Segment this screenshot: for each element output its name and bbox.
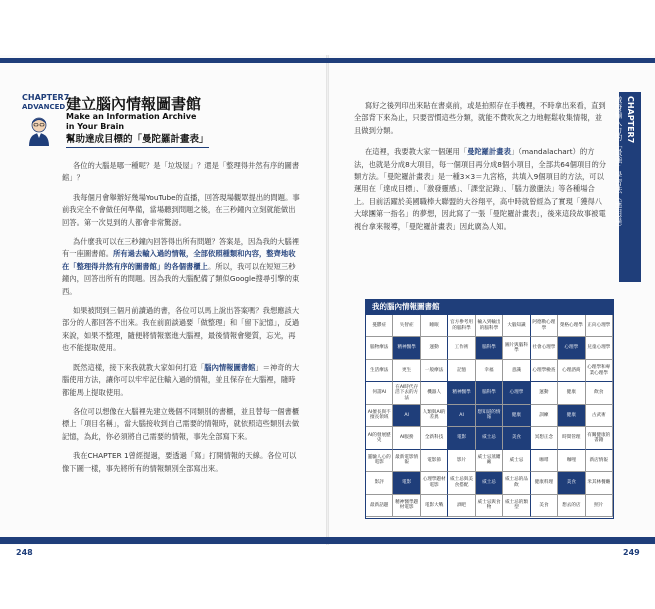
mandala-cell: 心理學 (503, 382, 530, 404)
mandala-cell: 有關健康的書籍 (586, 427, 613, 449)
mandala-cell: AI擅長與不擅長領域 (366, 405, 393, 427)
paragraph: 為什麼我可以在三秒鐘內回答得出所有問題？答案是，因為我的大腦裡有一座圖書館。所有過去輸入過的情報，全部依照種類和內容，整齊地收在「整理得井然有序的圖書館」的各個書櫃上。所以，我可以在短短三秒鐘內，回答出所有的問題。因為我的大腦配備了類似Google搜尋引擎的東西。 (62, 237, 300, 296)
mandala-cell: 健康 (503, 405, 530, 427)
mandala-cell: 在AI時代存活下去的方法 (393, 382, 420, 404)
top-rule (0, 58, 655, 63)
paragraph: 各位可以想像在大腦裡先建立幾個不同類別的書櫃，並且替每一個書櫃標上「項目名稱」，當大腦接收到自己需要的情報時，就依照這些類別去做記憶，為此，你必須將自己需要的情報，事先全部寫下來。 (62, 406, 300, 441)
paragraph: 我在CHAPTER 1曾經提過，要透過「寫」打開情報的天線。各位可以像下圖一樣，事先將所有的情報類別全部寫出來。 (62, 451, 297, 473)
english-subtitle-line: Make an Information Archive (66, 112, 197, 121)
mandala-cell: 心理學題材電影 (421, 472, 448, 494)
mandala-cell: 威士忌 (503, 450, 530, 472)
mandala-cell: AI (393, 405, 420, 427)
english-subtitle-line: in Your Brain (66, 122, 125, 131)
paragraph: 寫好之後列印出來貼在書桌前，或是拍照存在手機裡，不時拿出來看，直到全部背下來為止，只要習慣這些分類，就能不費吹灰之力地輕鬆收集情報，並且做到分類。 (354, 101, 606, 135)
mandala-cell: 威士忌蒸餾廠 (476, 450, 503, 472)
mandala-cell: 一般療法 (421, 360, 448, 382)
mandala-cell: 威士忌與食物 (476, 495, 503, 517)
mandala-cell: 正向心理學 (586, 315, 613, 337)
mandala-cell: 訓練 (531, 405, 558, 427)
mandala-chart (365, 299, 614, 519)
mandala-cell: 靈驗人心的電影 (366, 450, 393, 472)
mandala-cell: 新店情報 (586, 450, 613, 472)
mandala-cell: 美食 (531, 495, 558, 517)
mandala-cell: 失智症 (393, 315, 420, 337)
mandala-cell: 咖啡 (531, 450, 558, 472)
mandala-cell: 運動 (531, 382, 558, 404)
mandala-cell: 健康料理 (531, 472, 558, 494)
mandala-cell: 心理學 (558, 337, 585, 359)
mandala-cell: 憂鬱症 (366, 315, 393, 337)
mandala-grid (366, 314, 613, 517)
bottom-rule (0, 537, 655, 544)
mandala-cell: 兒童心理學 (586, 337, 613, 359)
mandala-cell: 機器人 (421, 382, 448, 404)
mandala-cell: 電影 (448, 427, 475, 449)
mandala-cell: 運動 (421, 337, 448, 359)
mandala-chart-title: 我的腦內情報圖書館 (366, 300, 613, 314)
paragraph: 各位的大腦是哪一種呢？是「垃圾屋」？還是「整理得井然有序的圖書館」？ (62, 161, 300, 183)
mandala-cell: 美食 (558, 472, 585, 494)
mandala-cell: 精神醫學 (448, 382, 475, 404)
paragraph: 我每個月會舉辦好幾場YouTube的直播，回答現場觀眾提出的問題。事前我完全不會做任何準備，當場聽到問題之後，在三秒鐘內立刻就能做出回答。第一次見到的人都會非常驚訝。 (62, 192, 300, 227)
mandala-cell: 時間管理 (558, 427, 585, 449)
mandala-cell: 精神醫學 (393, 337, 420, 359)
mandala-cell: 健康 (558, 382, 585, 404)
chapter-label: CHAPTER7 (22, 93, 70, 102)
highlight-text: 曼陀羅計畫表 (467, 147, 511, 157)
paragraph: 在這裡，我要教大家一個運用「曼陀羅計畫表」（mandalachart）的方法，也就是分成8大項目，每一個項目再分成8個小項目，全部共64個項目的分類方法。「曼陀羅計畫表」是一種3×3＝九宮格，共填入9個項目的方法，可以運用在「達成目標」、「激發靈感」、「課堂記錄」、「腦力激盪法」等各種場合上。目前活躍於美國職棒大聯盟的大谷翔平，高中時就曾經為了實現「獲得八大球團第一指名」的夢想，因此寫了一張「曼陀羅計畫表」，後來這段故事被電視台拿來報導，「曼陀羅計畫表」因此廣為人知。 (354, 147, 607, 231)
mandala-cell: 心理學和專業心理學 (586, 360, 613, 382)
side-tab-suffix: （應用篇） (614, 193, 623, 231)
mandala-cell: 酒吧 (448, 495, 475, 517)
mandala-cell: 影片 (448, 450, 475, 472)
chapter-side-tab (614, 92, 641, 282)
mandala-cell: 意識 (503, 360, 530, 382)
mandala-cell: 人類與AI的差異 (421, 405, 448, 427)
mandala-cell: AI的發展歷史 (366, 427, 393, 449)
mandala-cell: 咖哩 (558, 450, 585, 472)
mandala-cell: 最新話題 (366, 495, 393, 517)
mandala-cell: 電影節 (421, 450, 448, 472)
advanced-label: ADVANCED (22, 103, 66, 111)
mandala-cell: 腦物療法 (366, 337, 393, 359)
paragraph: 既然這樣，接下來我就教大家如何打造「腦內情報圖書館」＝神奇的大腦使用方法，讓你可以牢牢記住輸入過的情報，並且保存在大腦裡，隨時都能馬上提取使用。 (62, 362, 300, 397)
english-subtitle (66, 112, 266, 132)
mandala-cell: 更生 (393, 360, 420, 382)
mandala-cell: 工作術 (448, 337, 475, 359)
highlight-text: 所有過去輸入過的情報，全部依照種類和內容，整齊地收在「整理得井然有序的圖書館」的各個書櫃上 (62, 249, 296, 271)
paragraph: 如果被問到三個月前讀過的書，各位可以馬上說出答案嗎？我想應該大部分的人都回答不出來。我在前面談過要「做整理」和「留下記憶」，反過來說，如果不整理，隨便將情報塞進大腦裡，最後情報會變質，忘光，再也不能提取使用。 (62, 306, 300, 353)
mandala-cell: 心理諮商 (558, 360, 585, 382)
side-tab-chapter: CHAPTER7 (626, 96, 635, 144)
page-gutter (326, 55, 329, 545)
mandala-cell: 腦科學 (476, 337, 503, 359)
mandala-cell: 大腦知識 (503, 315, 530, 337)
mandala-cell: 健康 (558, 405, 585, 427)
mandala-cell: 冥想正念 (531, 427, 558, 449)
chinese-subtitle: 幫助達成目標的「曼陀羅計畫表」 (66, 131, 209, 148)
mandala-cell: 生活療法 (366, 360, 393, 382)
mandala-cell: 想知道的情報 (476, 405, 503, 427)
left-body-text (62, 160, 302, 482)
mandala-cell: 腦科學 (476, 382, 503, 404)
mandala-cell: 何謂AI (366, 382, 393, 404)
mandala-cell: 榮格心理學 (558, 315, 585, 337)
mandala-cell: 飲食 (586, 382, 613, 404)
mandala-cell: 美食 (503, 427, 530, 449)
page-number-right: 249 (623, 548, 640, 557)
mandala-cell: 威士忌的品飲 (503, 472, 530, 494)
mandala-cell: 威士忌與美食搭配 (448, 472, 475, 494)
mandala-cell: 威士忌的類型 (503, 495, 530, 517)
mandala-cell: 電影 (393, 472, 420, 494)
highlight-text: 腦內情報圖書館 (204, 362, 256, 372)
mandala-cell: 全新科技 (421, 427, 448, 449)
mandala-cell: 記憶 (448, 360, 475, 382)
mandala-cell: 威士忌 (476, 472, 503, 494)
side-tab-title: 激發輸入力的「最強」學習法 (614, 96, 623, 194)
mandala-cell: 照片 (586, 495, 613, 517)
mandala-cell: 電影大戰 (421, 495, 448, 517)
mandala-cell: 最新電影情報 (393, 450, 420, 472)
mandala-cell: AI服務 (393, 427, 420, 449)
mandala-cell: 米其林餐廳 (586, 472, 613, 494)
page-number-left: 248 (16, 548, 33, 557)
mandala-cell: 影評 (366, 472, 393, 494)
mandala-cell: 心理學檢查 (531, 360, 558, 382)
page-title: 建立腦內情報圖書館 (66, 95, 202, 113)
mandala-cell: 幸福 (476, 360, 503, 382)
mandala-cell: 睡眠 (421, 315, 448, 337)
mandala-cell: 圖片與腦科學 (503, 337, 530, 359)
author-avatar-icon (26, 116, 52, 146)
mandala-cell: 想去的店 (558, 495, 585, 517)
mandala-cell: 官方參考用的腦科學 (448, 315, 475, 337)
mandala-cell: AI (448, 405, 475, 427)
mandala-cell: 社會心理學 (531, 337, 558, 359)
mandala-cell: 輸入到輸出的腦科學 (476, 315, 503, 337)
mandala-cell: 威士忌 (476, 427, 503, 449)
mandala-cell: 古武術 (586, 405, 613, 427)
mandala-cell: 精神醫學題材電影 (393, 495, 420, 517)
mandala-cell: 阿德勒心理學 (531, 315, 558, 337)
right-body-text (354, 100, 609, 242)
